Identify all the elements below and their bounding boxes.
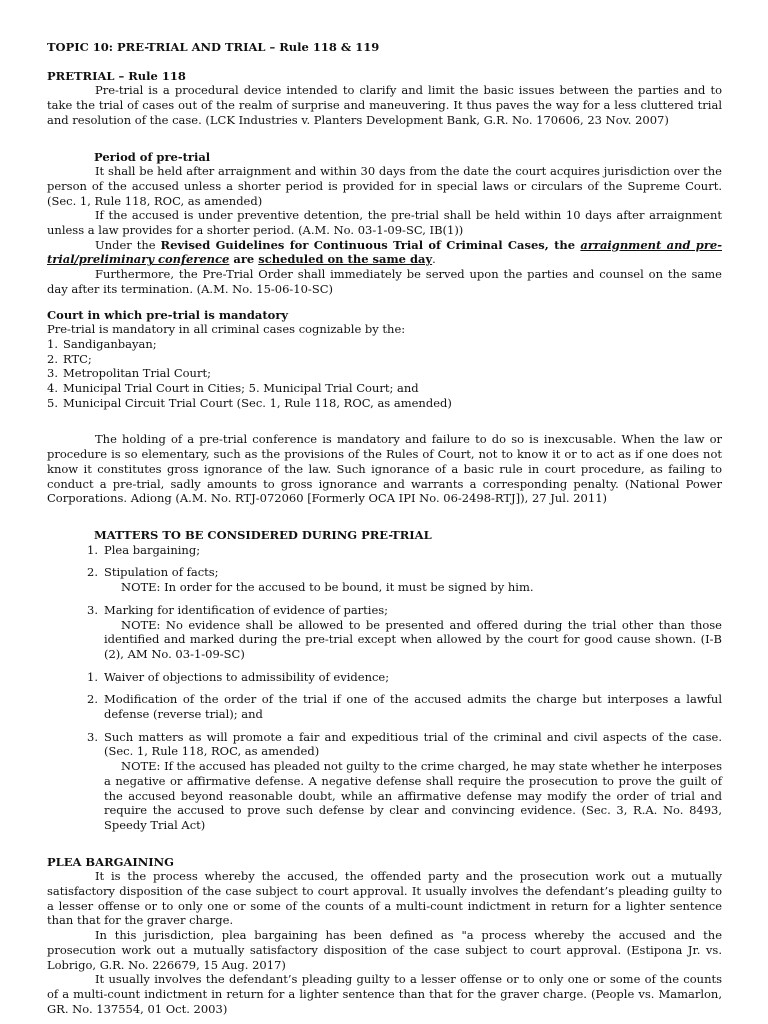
period-paragraph-4: Furthermore, the Pre-Trial Order shall immediately be served upon the parties and counsel on the same day after its termination. (A.M. No. 15-06-10-SC) (47, 267, 722, 296)
court-intro: Pre-trial is mandatory in all criminal cases cognizable by the: (47, 322, 406, 337)
period-p3-f: . (432, 252, 436, 267)
list-item (87, 670, 722, 685)
list-item (87, 603, 722, 662)
matters-heading: MATTERS TO BE CONSIDERED DURING PRE-TRIAL (94, 527, 432, 542)
period-heading: Period of pre-trial (94, 149, 211, 164)
list-text: Waiver of objections to admissibility of evidence; (104, 669, 390, 684)
period-paragraph-3 (47, 238, 722, 267)
list-number: 3. (87, 729, 98, 744)
list-item (47, 366, 722, 381)
period-p3-e: scheduled on the same day (258, 252, 433, 267)
list-text: Modification of the order of the trial if one of the accused admits the charge but interposes a lawful defense (reverse trial); and (104, 692, 722, 722)
period-p3-a: Under the (95, 237, 161, 252)
list-number: 1. (87, 669, 98, 684)
pretrial-heading: PRETRIAL – Rule 118 (47, 68, 186, 83)
plea-paragraph-3: It usually involves the defendant’s pleading guilty to a lesser offense or to only one or some of the counts of a multi-count indictment in return for a lighter sentence than that for the graver charge. (People vs. Mamarlon, GR. No. 137554, 01 Oct. 2003) (47, 972, 722, 1016)
period-paragraph-1: It shall be held after arraignment and within 30 days from the date the court acquires jurisdiction over the person of the accused unless a shorter period is provided for in special laws or circulars of the Supreme Court. (Sec. 1, Rule 118, ROC, as amended) (47, 164, 722, 208)
list-number: 1. (47, 336, 58, 351)
court-heading: Court in which pre-trial is mandatory (47, 307, 289, 322)
matters-list (87, 543, 722, 833)
list-text: Marking for identification of evidence of parties; (104, 602, 389, 617)
plea-heading: PLEA BARGAINING (47, 854, 174, 869)
list-number: 3. (87, 602, 98, 617)
list-item (87, 543, 722, 558)
list-item (47, 337, 722, 352)
pretrial-intro: Pre-trial is a procedural device intended to clarify and limit the basic issues between the parties and to take the trial of cases out of the realm of surprise and maneuvering. It thus paves the way for a less cluttered trial and resolution of the case. (LCK Industries v. Planters Development Bank, G.R. No. 170606, 23 Nov. 2007) (47, 83, 722, 127)
list-item (87, 565, 722, 594)
period-p3-b: Revised Guidelines for Continuous Trial of Criminal Cases, the (160, 237, 581, 252)
list-text: Municipal Trial Court in Cities; 5. Municipal Trial Court; and (63, 381, 419, 396)
court-list (47, 337, 722, 411)
list-number: 2. (87, 565, 98, 580)
list-text: Stipulation of facts; (104, 565, 219, 580)
list-number: 2. (87, 692, 98, 707)
plea-paragraph-1: It is the process whereby the accused, the offended party and the prosecution work out a mutually satisfactory disposition of the case subject to court approval. It usually involves the defendant’s pleading guilty to a lesser offense or to only one or some of the counts of a multi-count indictment in return for a lighter sentence than that for the graver charge. (47, 869, 722, 928)
list-number: 2. (47, 351, 58, 366)
list-text: RTC; (63, 351, 92, 366)
list-text: Such matters as will promote a fair and expeditious trial of the criminal and civil aspects of the case. (Sec. 1, Rule 118, ROC, as amended) (104, 729, 722, 759)
list-text: Municipal Circuit Trial Court (Sec. 1, Rule 118, ROC, as amended) (63, 395, 452, 410)
period-p3-d: are (229, 252, 259, 267)
period-paragraph-2: If the accused is under preventive detention, the pre-trial shall be held within 10 days after arraignment unless a law provides for a shorter period. (A.M. No. 03-1-09-SC, IB(1)) (47, 208, 722, 238)
list-number: 1. (87, 542, 98, 557)
list-item (47, 396, 722, 411)
list-item (47, 381, 722, 396)
list-text: Sandiganbayan; (63, 336, 157, 351)
period-p3-c: arraignment and pre-trial/preliminary conference (47, 237, 723, 267)
court-holding-paragraph: The holding of a pre-trial conference is mandatory and failure to do so is inexcusable. When the law or procedure is so elementary, such as the provisions of the Rules of Court, not to know it or to act as if one does not know it constitutes gross ignorance of the law. Such ignorance of a basic rule in court procedure, as failing to conduct a pre-trial, sadly amounts to gross ignorance and warrants a corresponding penalty. (National Power Corporations. Adiong (A.M. No. RTJ-072060 [Formerly OCA IPI No. 06-2498-RTJ]), 27 Jul. 2011) (47, 432, 722, 506)
list-item (87, 730, 722, 833)
list-item (47, 352, 722, 367)
list-note: NOTE: No evidence shall be allowed to be presented and offered during the trial other than those identified and marked during the pre-trial except when allowed by the court for good cause shown. (I-B (2), AM No. 03-1-09-SC) (104, 617, 722, 661)
list-number: 5. (47, 395, 58, 410)
list-text: Metropolitan Trial Court; (63, 366, 211, 381)
list-number: 3. (47, 366, 58, 381)
list-item (87, 692, 722, 721)
topic-title: TOPIC 10: PRE-TRIAL AND TRIAL – Rule 118 & 119 (47, 40, 380, 54)
plea-paragraph-2: In this jurisdiction, plea bargaining has been defined as "a process whereby the accused and the prosecution work out a mutually satisfactory disposition of the case subject to court approval. (Estipona Jr. vs. Lobrigo, G.R. No. 226679, 15 Aug. 2017) (47, 928, 722, 972)
document-page (47, 40, 722, 1016)
list-note: NOTE: If the accused has pleaded not guilty to the crime charged, he may state whether he interposes a negative or affirmative defense. A negative defense shall require the prosecution to prove the guilt of the accused beyond reasonable doubt, while an affirmative defense may modify the order of trial and require the accused to prove such defense by clear and convincing evidence. (Sec. 3, R.A. No. 8493, Speedy Trial Act) (104, 759, 722, 832)
list-number: 4. (47, 381, 58, 396)
list-note: NOTE: In order for the accused to be bound, it must be signed by him. (121, 580, 534, 595)
list-text: Plea bargaining; (104, 542, 201, 557)
